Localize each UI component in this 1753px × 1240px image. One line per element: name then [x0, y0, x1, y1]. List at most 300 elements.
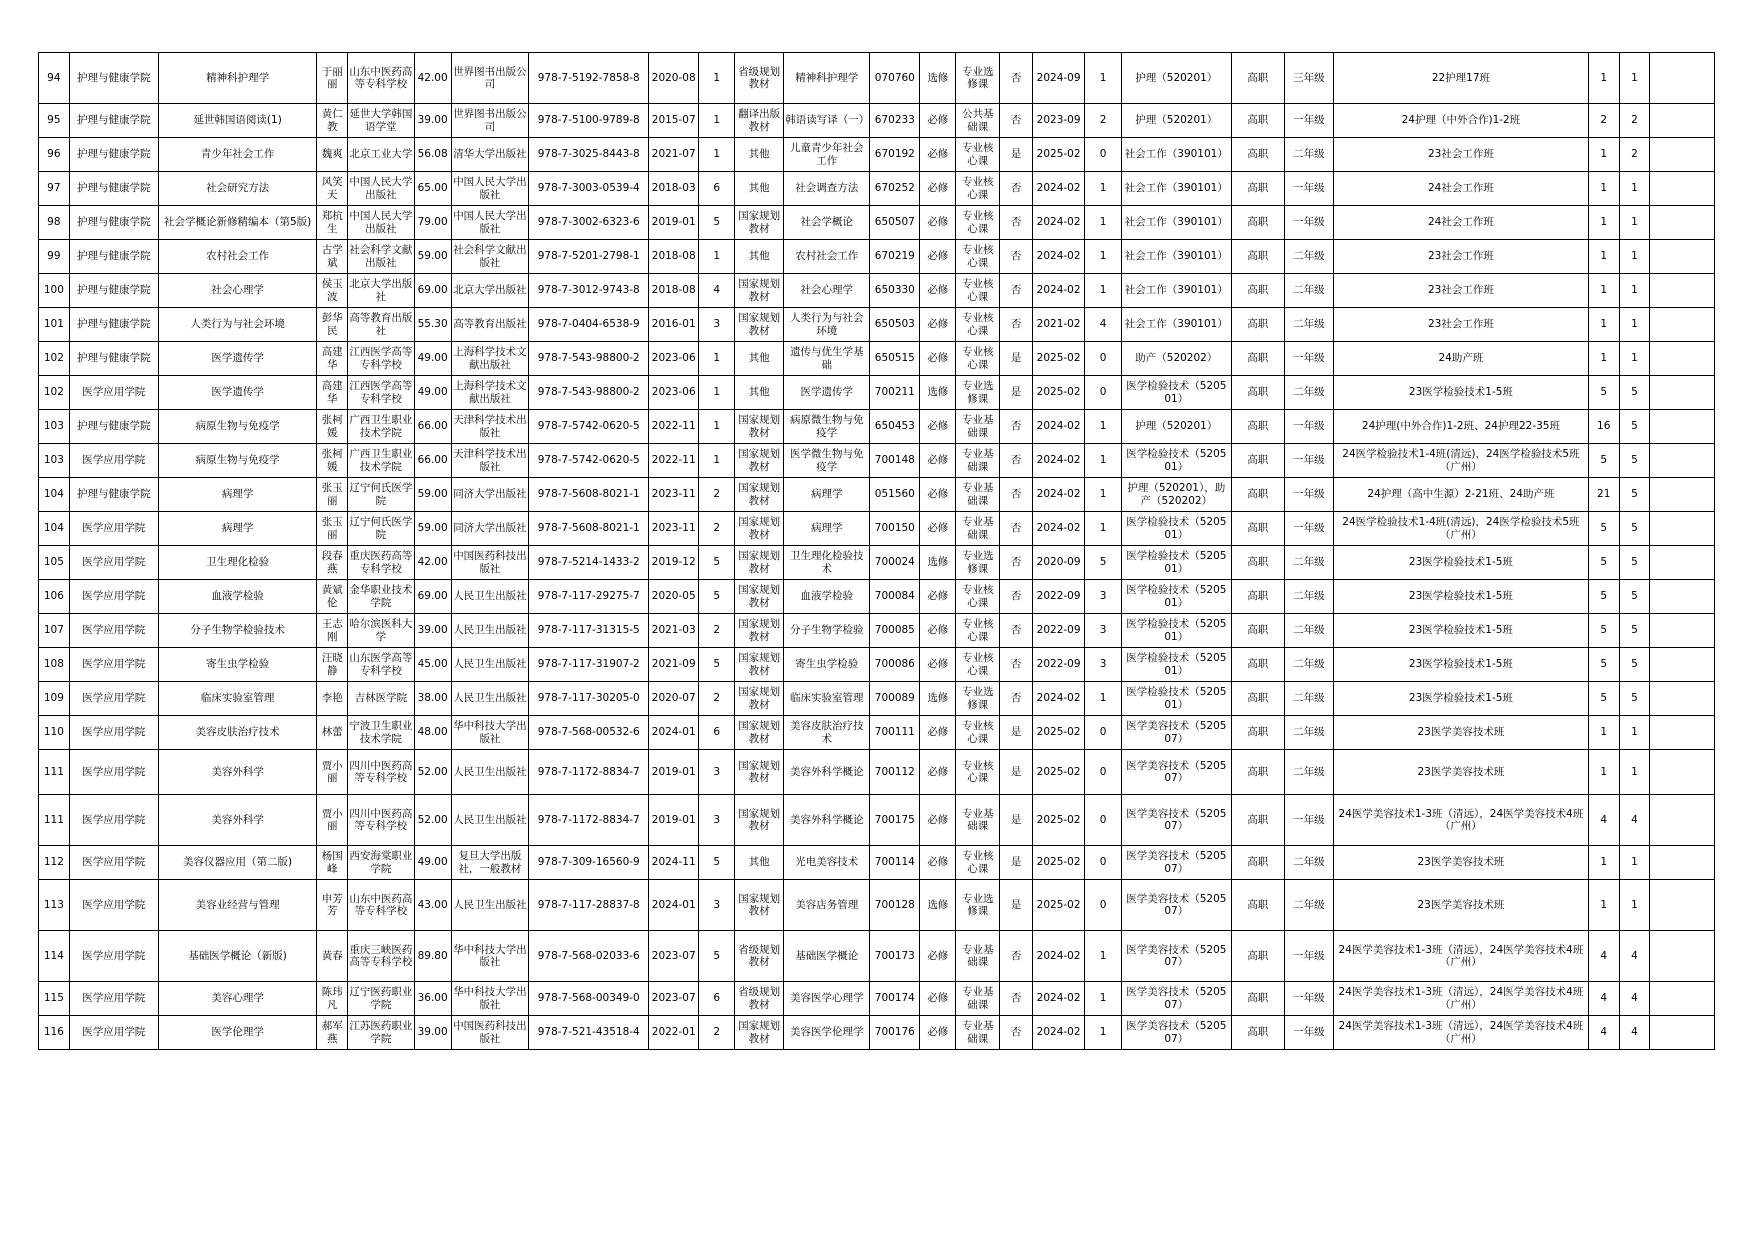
remarks-cell — [1650, 716, 1715, 750]
college-cell: 护理与健康学院 — [69, 478, 158, 512]
start-term-cell: 2024-02 — [1033, 240, 1085, 274]
course-nature-cell: 必修 — [920, 614, 956, 648]
table-row — [39, 104, 1715, 138]
edition-cell: 2 — [699, 1016, 735, 1050]
class-names-cell: 23医学检验技术1-5班 — [1333, 580, 1588, 614]
major-cell: 医学检验技术（520501） — [1122, 444, 1232, 478]
textbook-title-cell: 社会学概论新修精编本（第5版) — [158, 206, 317, 240]
author-cell: 陈玮凡 — [317, 982, 348, 1016]
edition-cell: 5 — [699, 546, 735, 580]
textbook-title-cell: 病原生物与免疫学 — [158, 410, 317, 444]
class-names-cell: 24护理（高中生源）2-21班、24助产班 — [1333, 478, 1588, 512]
level-cell: 高职 — [1231, 648, 1284, 682]
term-count-cell: 1 — [1085, 512, 1122, 546]
publish-date-cell: 2016-01 — [649, 308, 699, 342]
remarks-cell — [1650, 53, 1715, 104]
course-nature-cell: 必修 — [920, 274, 956, 308]
course-name-cell: 农村社会工作 — [784, 240, 870, 274]
course-category-cell: 专业基础课 — [956, 931, 1000, 982]
course-category-cell: 专业核心课 — [956, 648, 1000, 682]
publish-date-cell: 2021-03 — [649, 614, 699, 648]
isbn-cell: 978-7-543-98800-2 — [529, 376, 649, 410]
price-cell: 38.00 — [414, 682, 451, 716]
isbn-cell: 978-7-3025-8443-8 — [529, 138, 649, 172]
edition-cell: 1 — [699, 104, 735, 138]
edition-cell: 1 — [699, 376, 735, 410]
grade-cell: 一年级 — [1284, 342, 1333, 376]
publish-date-cell: 2018-03 — [649, 172, 699, 206]
textbook-title-cell: 医学伦理学 — [158, 1016, 317, 1050]
table-row — [39, 376, 1715, 410]
teacher-count-cell: 5 — [1619, 444, 1650, 478]
grade-cell: 一年级 — [1284, 104, 1333, 138]
course-nature-cell: 必修 — [920, 308, 956, 342]
textbook-type-cell: 国家规划教材 — [735, 410, 784, 444]
start-term-cell: 2024-02 — [1033, 682, 1085, 716]
course-code-cell: 670192 — [870, 138, 920, 172]
course-nature-cell: 必修 — [920, 795, 956, 846]
class-count-cell: 5 — [1588, 512, 1619, 546]
course-name-cell: 病原微生物与免疫学 — [784, 410, 870, 444]
author-institution-cell: 重庆医药高等专科学校 — [348, 546, 415, 580]
level-cell: 高职 — [1231, 342, 1284, 376]
publish-date-cell: 2019-01 — [649, 795, 699, 846]
course-nature-cell: 必修 — [920, 931, 956, 982]
teacher-count-cell: 4 — [1619, 931, 1650, 982]
isbn-cell: 978-7-117-29275-7 — [529, 580, 649, 614]
class-count-cell: 1 — [1588, 750, 1619, 795]
remarks-cell — [1650, 410, 1715, 444]
textbook-title-cell: 青少年社会工作 — [158, 138, 317, 172]
edition-cell: 5 — [699, 206, 735, 240]
edition-cell: 1 — [699, 342, 735, 376]
author-cell: 古学斌 — [317, 240, 348, 274]
row-number-cell: 105 — [39, 546, 70, 580]
publisher-cell: 北京大学出版社 — [451, 274, 529, 308]
isbn-cell: 978-7-5100-9789-8 — [529, 104, 649, 138]
term-count-cell: 1 — [1085, 274, 1122, 308]
course-name-cell: 社会调查方法 — [784, 172, 870, 206]
term-count-cell: 3 — [1085, 648, 1122, 682]
college-cell: 医学应用学院 — [69, 880, 158, 931]
isbn-cell: 978-7-1172-8834-7 — [529, 750, 649, 795]
course-category-cell: 专业核心课 — [956, 846, 1000, 880]
level-cell: 高职 — [1231, 138, 1284, 172]
major-cell: 护理（520201），助产（520202） — [1122, 478, 1232, 512]
grade-cell: 一年级 — [1284, 982, 1333, 1016]
level-cell: 高职 — [1231, 614, 1284, 648]
teacher-count-cell: 5 — [1619, 682, 1650, 716]
edition-cell: 5 — [699, 846, 735, 880]
college-cell: 医学应用学院 — [69, 580, 158, 614]
textbook-title-cell: 医学遗传学 — [158, 376, 317, 410]
course-code-cell: 670233 — [870, 104, 920, 138]
author-cell: 汪晓静 — [317, 648, 348, 682]
course-name-cell: 病理学 — [784, 478, 870, 512]
new-textbook-cell: 否 — [1000, 410, 1033, 444]
textbook-type-cell: 国家规划教材 — [735, 478, 784, 512]
edition-cell: 1 — [699, 444, 735, 478]
class-count-cell: 1 — [1588, 172, 1619, 206]
course-name-cell: 临床实验室管理 — [784, 682, 870, 716]
course-code-cell: 700128 — [870, 880, 920, 931]
textbook-type-cell: 其他 — [735, 138, 784, 172]
author-cell: 林蕾 — [317, 716, 348, 750]
start-term-cell: 2025-02 — [1033, 716, 1085, 750]
price-cell: 59.00 — [414, 512, 451, 546]
author-institution-cell: 广西卫生职业技术学院 — [348, 410, 415, 444]
teacher-count-cell: 5 — [1619, 580, 1650, 614]
college-cell: 医学应用学院 — [69, 716, 158, 750]
publisher-cell: 清华大学出版社 — [451, 138, 529, 172]
author-institution-cell: 北京大学出版社 — [348, 274, 415, 308]
start-term-cell: 2025-02 — [1033, 342, 1085, 376]
isbn-cell: 978-7-543-98800-2 — [529, 342, 649, 376]
major-cell: 护理（520201） — [1122, 53, 1232, 104]
course-category-cell: 专业核心课 — [956, 750, 1000, 795]
isbn-cell: 978-7-5742-0620-5 — [529, 410, 649, 444]
course-code-cell: 700085 — [870, 614, 920, 648]
price-cell: 36.00 — [414, 982, 451, 1016]
publish-date-cell: 2020-08 — [649, 53, 699, 104]
class-names-cell: 23社会工作班 — [1333, 274, 1588, 308]
term-count-cell: 1 — [1085, 682, 1122, 716]
course-nature-cell: 必修 — [920, 104, 956, 138]
publisher-cell: 华中科技大学出版社 — [451, 716, 529, 750]
start-term-cell: 2024-02 — [1033, 172, 1085, 206]
new-textbook-cell: 是 — [1000, 376, 1033, 410]
course-nature-cell: 必修 — [920, 982, 956, 1016]
row-number-cell: 109 — [39, 682, 70, 716]
textbook-type-cell: 国家规划教材 — [735, 1016, 784, 1050]
start-term-cell: 2025-02 — [1033, 880, 1085, 931]
author-cell: 黄春 — [317, 931, 348, 982]
publish-date-cell: 2018-08 — [649, 240, 699, 274]
grade-cell: 二年级 — [1284, 546, 1333, 580]
publisher-cell: 中国人民大学出版社 — [451, 206, 529, 240]
table-row — [39, 1016, 1715, 1050]
level-cell: 高职 — [1231, 795, 1284, 846]
price-cell: 55.30 — [414, 308, 451, 342]
course-category-cell: 专业基础课 — [956, 444, 1000, 478]
term-count-cell: 1 — [1085, 478, 1122, 512]
grade-cell: 二年级 — [1284, 614, 1333, 648]
grade-cell: 一年级 — [1284, 512, 1333, 546]
new-textbook-cell: 否 — [1000, 512, 1033, 546]
class-names-cell: 24医学美容技术1-3班（清远），24医学美容技术4班（广州） — [1333, 1016, 1588, 1050]
term-count-cell: 1 — [1085, 172, 1122, 206]
edition-cell: 6 — [699, 172, 735, 206]
row-number-cell: 107 — [39, 614, 70, 648]
textbook-title-cell: 美容仪器应用（第二版) — [158, 846, 317, 880]
textbook-type-cell: 省级规划教材 — [735, 53, 784, 104]
term-count-cell: 5 — [1085, 546, 1122, 580]
edition-cell: 2 — [699, 682, 735, 716]
term-count-cell: 1 — [1085, 982, 1122, 1016]
table-row — [39, 410, 1715, 444]
textbook-type-cell: 省级规划教材 — [735, 931, 784, 982]
college-cell: 医学应用学院 — [69, 512, 158, 546]
teacher-count-cell: 4 — [1619, 1016, 1650, 1050]
textbook-type-cell: 国家规划教材 — [735, 546, 784, 580]
college-cell: 医学应用学院 — [69, 682, 158, 716]
price-cell: 45.00 — [414, 648, 451, 682]
course-nature-cell: 必修 — [920, 478, 956, 512]
price-cell: 49.00 — [414, 846, 451, 880]
course-category-cell: 公共基础课 — [956, 104, 1000, 138]
price-cell: 52.00 — [414, 750, 451, 795]
course-code-cell: 700112 — [870, 750, 920, 795]
isbn-cell: 978-7-5201-2798-1 — [529, 240, 649, 274]
class-names-cell: 24护理（中外合作)1-2班 — [1333, 104, 1588, 138]
publish-date-cell: 2024-11 — [649, 846, 699, 880]
textbook-title-cell: 社会心理学 — [158, 274, 317, 308]
table-row — [39, 138, 1715, 172]
course-nature-cell: 必修 — [920, 846, 956, 880]
row-number-cell: 108 — [39, 648, 70, 682]
course-name-cell: 医学遗传学 — [784, 376, 870, 410]
new-textbook-cell: 否 — [1000, 172, 1033, 206]
course-category-cell: 专业核心课 — [956, 138, 1000, 172]
course-code-cell: 650503 — [870, 308, 920, 342]
level-cell: 高职 — [1231, 478, 1284, 512]
isbn-cell: 978-7-3012-9743-8 — [529, 274, 649, 308]
course-code-cell: 700111 — [870, 716, 920, 750]
course-nature-cell: 必修 — [920, 444, 956, 478]
class-count-cell: 1 — [1588, 240, 1619, 274]
major-cell: 医学检验技术（520501） — [1122, 376, 1232, 410]
row-number-cell: 100 — [39, 274, 70, 308]
class-count-cell: 16 — [1588, 410, 1619, 444]
publisher-cell: 人民卫生出版社 — [451, 614, 529, 648]
course-category-cell: 专业选修课 — [956, 376, 1000, 410]
textbook-title-cell: 寄生虫学检验 — [158, 648, 317, 682]
course-category-cell: 专业基础课 — [956, 410, 1000, 444]
level-cell: 高职 — [1231, 982, 1284, 1016]
publisher-cell: 上海科学技术文献出版社 — [451, 376, 529, 410]
course-name-cell: 卫生理化检验技术 — [784, 546, 870, 580]
grade-cell: 一年级 — [1284, 444, 1333, 478]
grade-cell: 二年级 — [1284, 308, 1333, 342]
course-category-cell: 专业基础课 — [956, 982, 1000, 1016]
term-count-cell: 1 — [1085, 240, 1122, 274]
new-textbook-cell: 是 — [1000, 750, 1033, 795]
edition-cell: 5 — [699, 580, 735, 614]
textbook-type-cell: 国家规划教材 — [735, 580, 784, 614]
table-row — [39, 512, 1715, 546]
course-category-cell: 专业基础课 — [956, 512, 1000, 546]
remarks-cell — [1650, 648, 1715, 682]
textbook-type-cell: 其他 — [735, 376, 784, 410]
teacher-count-cell: 2 — [1619, 104, 1650, 138]
start-term-cell: 2025-02 — [1033, 795, 1085, 846]
grade-cell: 二年级 — [1284, 880, 1333, 931]
major-cell: 医学检验技术（520501） — [1122, 648, 1232, 682]
remarks-cell — [1650, 580, 1715, 614]
level-cell: 高职 — [1231, 444, 1284, 478]
author-cell: 黄斌伦 — [317, 580, 348, 614]
edition-cell: 2 — [699, 478, 735, 512]
major-cell: 社会工作（390101） — [1122, 172, 1232, 206]
remarks-cell — [1650, 682, 1715, 716]
grade-cell: 一年级 — [1284, 206, 1333, 240]
price-cell: 42.00 — [414, 546, 451, 580]
course-name-cell: 儿童青少年社会工作 — [784, 138, 870, 172]
major-cell: 医学检验技术（520501） — [1122, 546, 1232, 580]
course-name-cell: 光电美容技术 — [784, 846, 870, 880]
author-cell: 侯玉波 — [317, 274, 348, 308]
isbn-cell: 978-7-5192-7858-8 — [529, 53, 649, 104]
class-count-cell: 1 — [1588, 342, 1619, 376]
course-nature-cell: 选修 — [920, 880, 956, 931]
major-cell: 医学美容技术（520507） — [1122, 716, 1232, 750]
class-names-cell: 24助产班 — [1333, 342, 1588, 376]
course-name-cell: 美容皮肤治疗技术 — [784, 716, 870, 750]
edition-cell: 6 — [699, 716, 735, 750]
term-count-cell: 3 — [1085, 614, 1122, 648]
edition-cell: 2 — [699, 512, 735, 546]
textbook-type-cell: 国家规划教材 — [735, 716, 784, 750]
term-count-cell: 1 — [1085, 206, 1122, 240]
price-cell: 89.80 — [414, 931, 451, 982]
course-code-cell: 700176 — [870, 1016, 920, 1050]
course-category-cell: 专业基础课 — [956, 1016, 1000, 1050]
class-names-cell: 23社会工作班 — [1333, 308, 1588, 342]
major-cell: 社会工作（390101） — [1122, 274, 1232, 308]
author-institution-cell: 重庆三峡医药高等专科学校 — [348, 931, 415, 982]
term-count-cell: 1 — [1085, 1016, 1122, 1050]
course-code-cell: 700148 — [870, 444, 920, 478]
edition-cell: 1 — [699, 138, 735, 172]
author-institution-cell: 辽宁何氏医学院 — [348, 512, 415, 546]
grade-cell: 一年级 — [1284, 172, 1333, 206]
college-cell: 医学应用学院 — [69, 648, 158, 682]
publish-date-cell: 2020-05 — [649, 580, 699, 614]
class-count-cell: 4 — [1588, 795, 1619, 846]
textbook-type-cell: 国家规划教材 — [735, 682, 784, 716]
major-cell: 社会工作（390101） — [1122, 308, 1232, 342]
college-cell: 医学应用学院 — [69, 444, 158, 478]
course-category-cell: 专业核心课 — [956, 308, 1000, 342]
course-code-cell: 670219 — [870, 240, 920, 274]
textbook-title-cell: 美容业经营与管理 — [158, 880, 317, 931]
teacher-count-cell: 1 — [1619, 308, 1650, 342]
class-names-cell: 24社会工作班 — [1333, 206, 1588, 240]
course-name-cell: 精神科护理学 — [784, 53, 870, 104]
teacher-count-cell: 5 — [1619, 512, 1650, 546]
class-names-cell: 23医学检验技术1-5班 — [1333, 682, 1588, 716]
class-names-cell: 23医学美容技术班 — [1333, 750, 1588, 795]
class-names-cell: 24医学检验技术1-4班(清远)，24医学检验技术5班（广州） — [1333, 444, 1588, 478]
course-name-cell: 韩语读写译（一） — [784, 104, 870, 138]
new-textbook-cell: 否 — [1000, 308, 1033, 342]
author-cell: 段春燕 — [317, 546, 348, 580]
price-cell: 48.00 — [414, 716, 451, 750]
row-number-cell: 96 — [39, 138, 70, 172]
class-count-cell: 1 — [1588, 880, 1619, 931]
level-cell: 高职 — [1231, 716, 1284, 750]
remarks-cell — [1650, 931, 1715, 982]
row-number-cell: 99 — [39, 240, 70, 274]
table-row — [39, 880, 1715, 931]
course-name-cell: 医学微生物与免疫学 — [784, 444, 870, 478]
publisher-cell: 中国医药科技出版社 — [451, 546, 529, 580]
edition-cell: 3 — [699, 795, 735, 846]
textbook-type-cell: 国家规划教材 — [735, 795, 784, 846]
price-cell: 65.00 — [414, 172, 451, 206]
table-row — [39, 682, 1715, 716]
publish-date-cell: 2022-11 — [649, 444, 699, 478]
edition-cell: 6 — [699, 982, 735, 1016]
course-nature-cell: 选修 — [920, 682, 956, 716]
class-count-cell: 5 — [1588, 546, 1619, 580]
term-count-cell: 0 — [1085, 138, 1122, 172]
row-number-cell: 113 — [39, 880, 70, 931]
teacher-count-cell: 1 — [1619, 880, 1650, 931]
author-cell: 贾小丽 — [317, 795, 348, 846]
level-cell: 高职 — [1231, 104, 1284, 138]
course-code-cell: 070760 — [870, 53, 920, 104]
class-names-cell: 24医学美容技术1-3班（清远），24医学美容技术4班（广州） — [1333, 931, 1588, 982]
class-count-cell: 5 — [1588, 648, 1619, 682]
table-row — [39, 240, 1715, 274]
isbn-cell: 978-7-568-00532-6 — [529, 716, 649, 750]
college-cell: 医学应用学院 — [69, 795, 158, 846]
course-code-cell: 650515 — [870, 342, 920, 376]
course-category-cell: 专业选修课 — [956, 880, 1000, 931]
price-cell: 59.00 — [414, 240, 451, 274]
price-cell: 39.00 — [414, 1016, 451, 1050]
college-cell: 医学应用学院 — [69, 931, 158, 982]
remarks-cell — [1650, 512, 1715, 546]
term-count-cell: 3 — [1085, 580, 1122, 614]
new-textbook-cell: 否 — [1000, 648, 1033, 682]
author-cell: 贾小丽 — [317, 750, 348, 795]
term-count-cell: 1 — [1085, 53, 1122, 104]
row-number-cell: 101 — [39, 308, 70, 342]
author-institution-cell: 宁波卫生职业技术学院 — [348, 716, 415, 750]
isbn-cell: 978-7-117-28837-8 — [529, 880, 649, 931]
textbook-type-cell: 国家规划教材 — [735, 206, 784, 240]
remarks-cell — [1650, 546, 1715, 580]
level-cell: 高职 — [1231, 410, 1284, 444]
publish-date-cell: 2018-08 — [649, 274, 699, 308]
course-category-cell: 专业核心课 — [956, 274, 1000, 308]
start-term-cell: 2024-09 — [1033, 53, 1085, 104]
price-cell: 56.08 — [414, 138, 451, 172]
row-number-cell: 95 — [39, 104, 70, 138]
publish-date-cell: 2015-07 — [649, 104, 699, 138]
row-number-cell: 110 — [39, 716, 70, 750]
grade-cell: 二年级 — [1284, 750, 1333, 795]
table-row — [39, 648, 1715, 682]
isbn-cell: 978-7-5742-0620-5 — [529, 444, 649, 478]
publisher-cell: 人民卫生出版社 — [451, 580, 529, 614]
remarks-cell — [1650, 846, 1715, 880]
course-name-cell: 社会学概论 — [784, 206, 870, 240]
author-cell: 杨国峰 — [317, 846, 348, 880]
publisher-cell: 中国人民大学出版社 — [451, 172, 529, 206]
teacher-count-cell: 5 — [1619, 410, 1650, 444]
publish-date-cell: 2020-07 — [649, 682, 699, 716]
start-term-cell: 2024-02 — [1033, 512, 1085, 546]
publisher-cell: 同济大学出版社 — [451, 478, 529, 512]
price-cell: 49.00 — [414, 376, 451, 410]
level-cell: 高职 — [1231, 580, 1284, 614]
college-cell: 医学应用学院 — [69, 982, 158, 1016]
publisher-cell: 人民卫生出版社 — [451, 682, 529, 716]
remarks-cell — [1650, 444, 1715, 478]
